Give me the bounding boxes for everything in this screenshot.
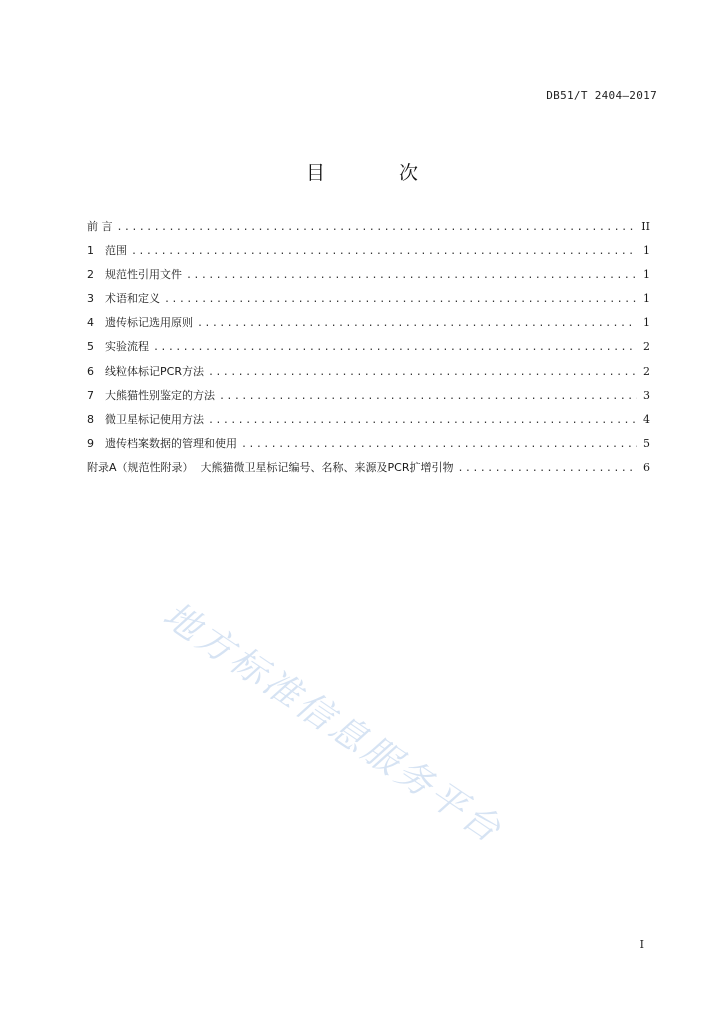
- page-title: 目 次: [305, 162, 453, 184]
- toc-entry-number: 6: [87, 364, 94, 378]
- toc-page-number: 6: [643, 460, 650, 474]
- toc-entry-title: 规范性引用文件: [105, 268, 182, 282]
- toc-leader-dots: [131, 243, 637, 261]
- toc-page-number: 4: [643, 412, 650, 426]
- toc-entry-mitochondrial-pcr[interactable]: [87, 363, 650, 387]
- toc-entry-title: 附录A（规范性附录） 大熊猫微卫星标记编号、名称、来源及PCR扩增引物: [87, 460, 454, 474]
- toc-entry-number: 9: [87, 436, 94, 450]
- table-of-contents: [87, 218, 650, 483]
- toc-entry-appendix-a[interactable]: [87, 459, 650, 483]
- toc-entry-label: [87, 290, 164, 308]
- toc-entry-genetic-archive[interactable]: [87, 435, 650, 459]
- toc-entry-title: 线粒体标记PCR方法: [105, 364, 204, 378]
- toc-page-number: II: [641, 220, 650, 233]
- toc-entry-number: 1: [87, 244, 94, 258]
- toc-entry-title: 遗传标记选用原则: [105, 316, 193, 330]
- toc-page-number: 2: [643, 340, 650, 354]
- toc-leader-dots: [208, 364, 637, 382]
- toc-entry-label: [87, 242, 131, 260]
- toc-page-number: 3: [643, 388, 650, 402]
- toc-entry-foreword[interactable]: [87, 218, 650, 242]
- toc-entry-title: 遗传档案数据的管理和使用: [105, 436, 237, 450]
- toc-entry-microsatellite-usage[interactable]: [87, 411, 650, 435]
- toc-entry-number: 5: [87, 340, 94, 354]
- toc-entry-title: 范围: [105, 244, 127, 258]
- toc-leader-dots: [153, 339, 637, 357]
- toc-page-number: 1: [643, 316, 650, 330]
- toc-leader-dots: [117, 219, 636, 237]
- toc-entry-label: [87, 338, 153, 356]
- toc-leader-dots: [208, 412, 637, 430]
- toc-entry-number: 3: [87, 292, 94, 306]
- toc-entry-label: [87, 459, 457, 477]
- page-number-footer: I: [639, 938, 644, 951]
- standard-code-header: DB51/T 2404—2017: [546, 89, 657, 102]
- toc-leader-dots: [219, 388, 637, 406]
- watermark-text: 地方标准信息服务平台: [155, 594, 511, 853]
- toc-entry-experiment-workflow[interactable]: [87, 338, 650, 362]
- toc-entry-number: 8: [87, 412, 94, 426]
- toc-entry-title: 大熊猫性别鉴定的方法: [105, 388, 215, 402]
- toc-entry-label: [87, 266, 186, 284]
- toc-entry-label: [87, 387, 219, 405]
- toc-leader-dots: [241, 436, 637, 454]
- toc-entry-title: 实验流程: [105, 340, 149, 354]
- toc-entry-title: 术语和定义: [105, 292, 160, 306]
- toc-entry-number: 2: [87, 268, 94, 282]
- toc-leader-dots: [186, 267, 637, 285]
- toc-entry-label: [87, 314, 197, 332]
- toc-entry-scope[interactable]: [87, 242, 650, 266]
- toc-leader-dots: [457, 460, 637, 478]
- toc-entry-label: [87, 411, 208, 429]
- toc-entry-title: 前 言: [87, 220, 113, 233]
- toc-page-number: 1: [643, 244, 650, 258]
- toc-entry-terms-definitions[interactable]: [87, 290, 650, 314]
- toc-entry-normative-references[interactable]: [87, 266, 650, 290]
- toc-entry-number: 7: [87, 388, 94, 402]
- toc-entry-marker-selection[interactable]: [87, 314, 650, 338]
- toc-entry-sex-identification[interactable]: [87, 387, 650, 411]
- toc-entry-label: [87, 435, 241, 453]
- toc-page-number: 2: [643, 364, 650, 378]
- toc-entry-label: [87, 218, 117, 236]
- toc-page-number: 5: [643, 436, 650, 450]
- toc-page-number: 1: [643, 292, 650, 306]
- toc-entry-number: 4: [87, 316, 94, 330]
- toc-entry-label: [87, 363, 208, 381]
- toc-entry-title: 微卫星标记使用方法: [105, 412, 204, 426]
- toc-leader-dots: [164, 291, 637, 309]
- toc-page-number: 1: [643, 268, 650, 282]
- toc-leader-dots: [197, 315, 637, 333]
